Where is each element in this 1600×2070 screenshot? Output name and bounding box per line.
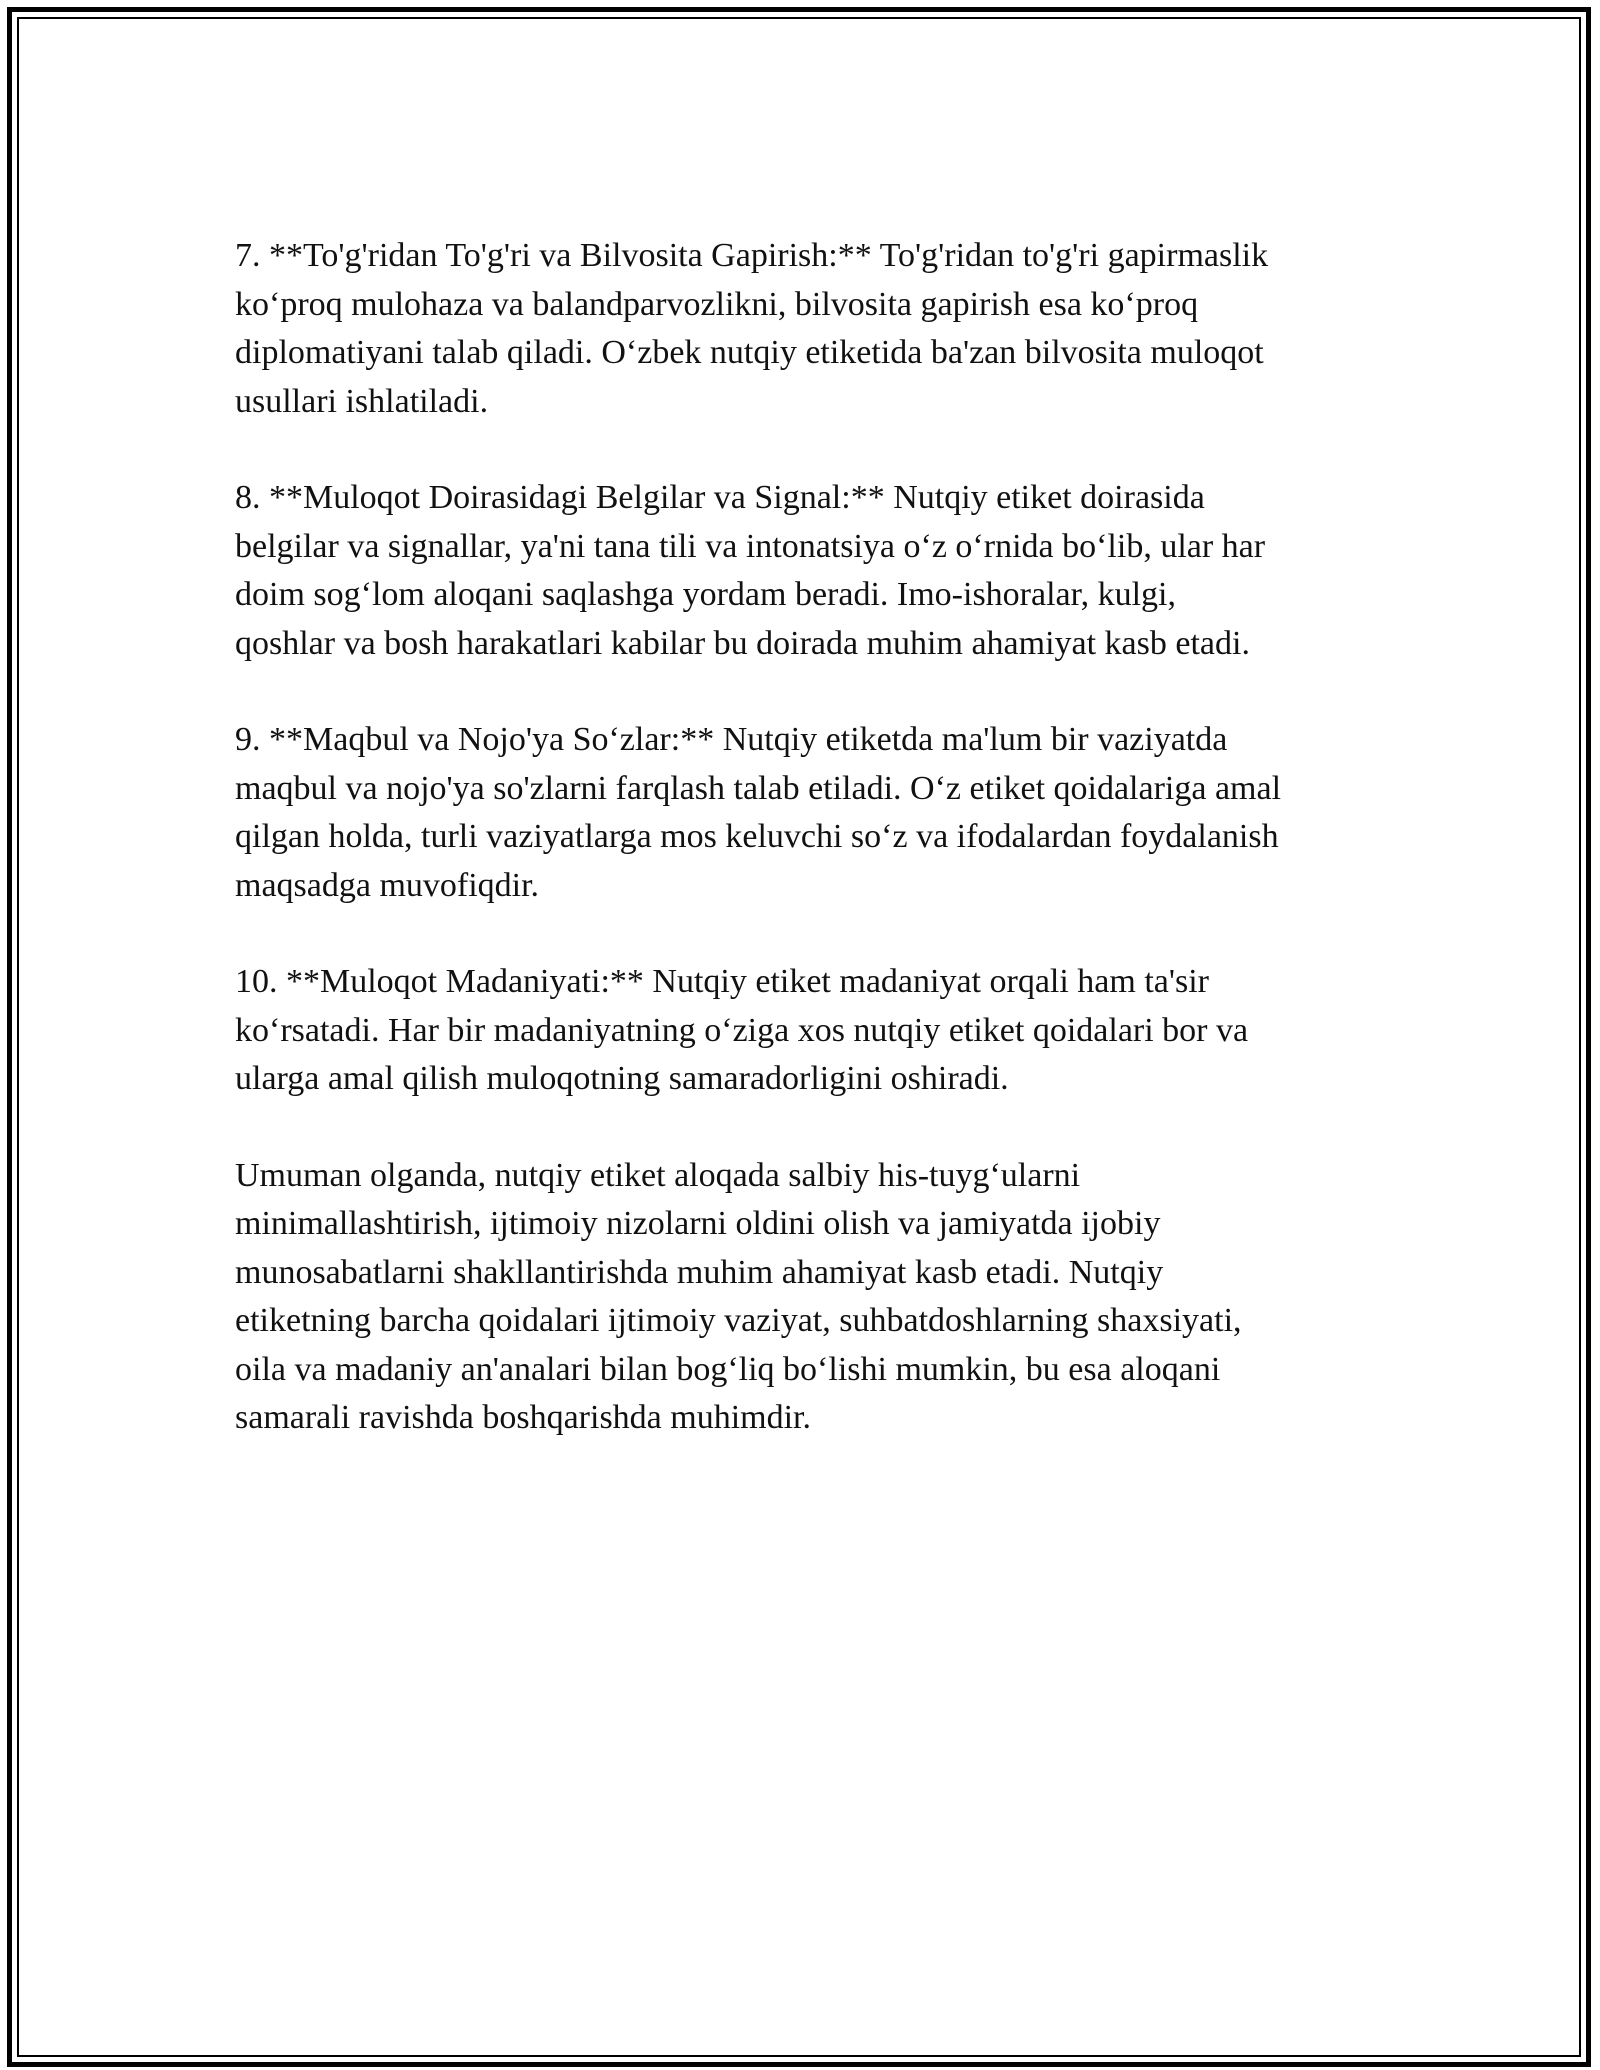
paragraph-item-8: 8. **Muloqot Doirasidagi Belgilar va Signal:** Nutqiy etiket doirasida belgilar va signallar, ya'ni tana tili va intonatsiya o‘z o‘rnida bo‘lib, ular har doim sog‘lom aloqani saqlashga yordam beradi. Imo-ishoralar, kulgi, qoshlar va bosh harakatlari kabilar bu doirada muhim ahamiyat kasb etadi. xyxy=(235,479,1266,662)
paragraph-conclusion: Umuman olganda, nutqiy etiket aloqada salbiy his-tuyg‘ularni minimallashtirish, ijtimoiy nizolarni oldini olish va jamiyatda ijobiy munosabatlarni shakllantirishda muhim ahamiyat kasb etadi. Nutqiy etiketning barcha qoidalari ijtimoiy vaziyat, suhbatdoshlarning shaxsiyati, oila va madaniy an'analari bilan bog‘liq bo‘lishi mumkin, bu esa aloqani samarali ravishda boshqarishda muhimdir. xyxy=(235,1156,1242,1436)
paragraph-item-10: 10. **Muloqot Madaniyati:** Nutqiy etiket madaniyat orqali ham ta'sir ko‘rsatadi. Har bir madaniyatning o‘ziga xos nutqiy etiket qoidalari bor va ularga amal qilish muloqotning samaradorligini oshiradi. xyxy=(235,963,1249,1097)
paragraph-item-9: 9. **Maqbul va Nojo'ya So‘zlar:** Nutqiy etiketda ma'lum bir vaziyatda maqbul va nojo'ya so'zlarni farqlash talab etiladi. O‘z etiket qoidalariga amal qilgan holda, turli vaziyatlarga mos keluvchi so‘z va ifodalardan foydalanish maqsadga muvofiqdir. xyxy=(235,721,1282,904)
document-body xyxy=(235,232,1385,1491)
paragraph-item-7: 7. **To'g'ridan To'g'ri va Bilvosita Gapirish:** To'g'ridan to'g'ri gapirmaslik ko‘proq mulohaza va balandparvozlikni, bilvosita gapirish esa ko‘proq diplomatiyani talab qiladi. O‘zbek nutqiy etiketida ba'zan bilvosita muloqot usullari ishlatiladi. xyxy=(235,237,1269,420)
